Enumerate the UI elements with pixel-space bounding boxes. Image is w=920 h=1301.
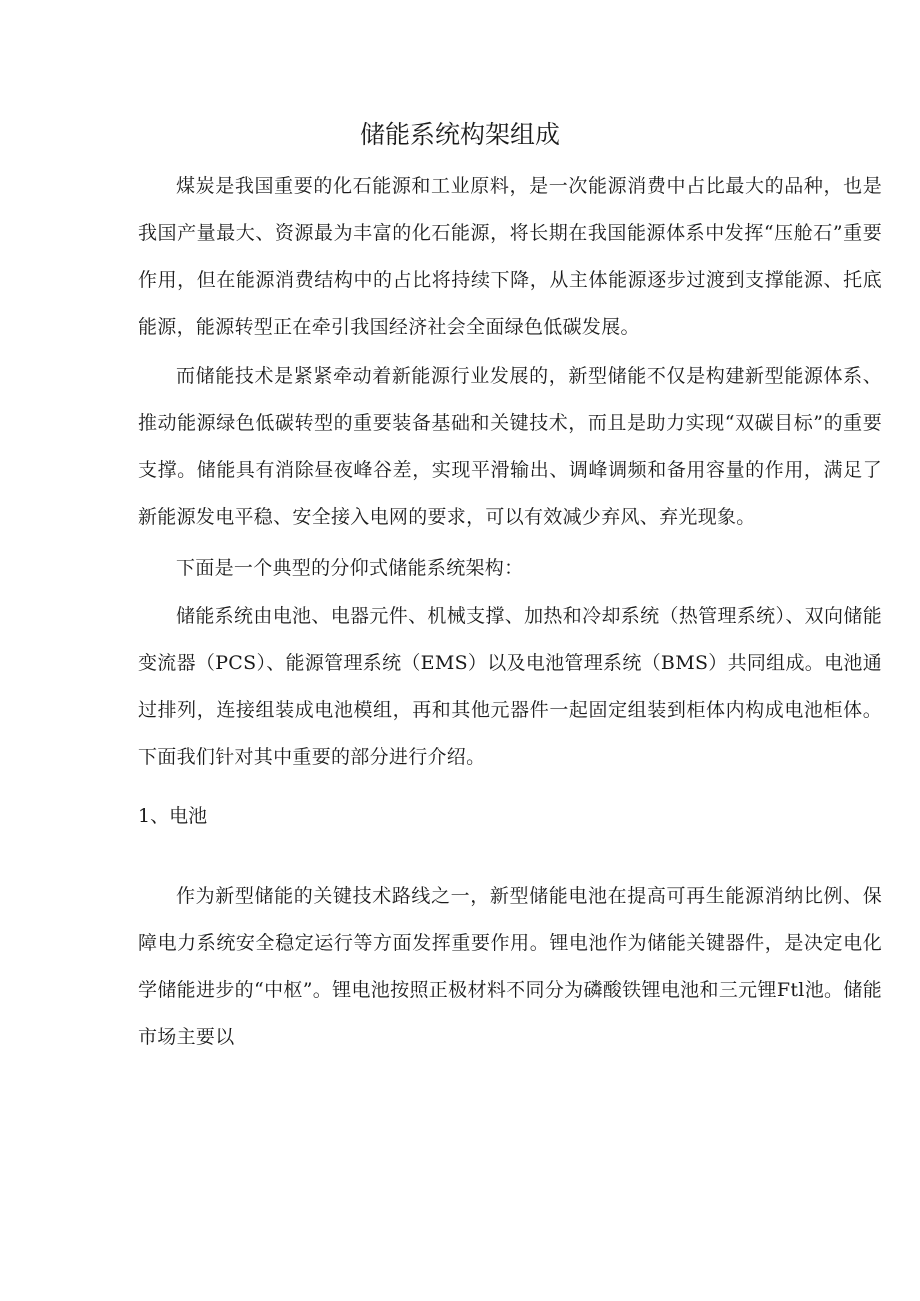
paragraph-coal: 煤炭是我国重要的化石能源和工业原料，是一次能源消费中占比最大的品种，也是我国产量最大、资源最为丰富的化石能源，将长期在我国能源体系中发挥“压舱石”重要作用，但在能源消费结构中的占比将持续下降，从主体能源逐步过渡到支撑能源、托底能源，能源转型正在牵引我国经济社会全面绿色低碳发展。 <box>138 175 882 338</box>
paragraph-storage-tech: 而储能技术是紧紧牵动着新能源行业发展的，新型储能不仅是构建新型能源体系、推动能源绿色低碳转型的重要装备基础和关键技术，而且是助力实现“双碳目标”的重要支撑。储能具有消除昼夜峰谷差，实现平滑输出、调峰调频和备用容量的作用，满足了新能源发电平稳、安全接入电网的要求，可以有效减少弃风、弃光现象。 <box>138 365 882 528</box>
paragraph-typical-architecture: 下面是一个典型的分仰式储能系统架构： <box>176 557 524 579</box>
page-title: 储能系统构架组成 <box>359 120 560 149</box>
paragraph-system-composition: 储能系统由电池、电器元件、机械支撑、加热和冷却系统（热管理系统）、双向储能变流器（PCS）、能源管理系统（EMS）以及电池管理系统（BMS）共同组成。电池通过排列，连接组装成电池模组，再和其他元器件一起固定组装到柜体内构成电池柜体。下面我们针对其中重要的部分进行介绍。 <box>138 605 882 768</box>
section-heading-battery: 1、电池 <box>138 805 208 827</box>
paragraph-battery: 作为新型储能的关键技术路线之一，新型储能电池在提高可再生能源消纳比例、保障电力系统安全稳定运行等方面发挥重要作用。锂电池作为储能关键器件，是决定电化学储能进步的“中枢”。锂电池按照正极材料不同分为磷酸铁锂电池和三元锂Ftl池。储能市场主要以 <box>138 885 882 1048</box>
